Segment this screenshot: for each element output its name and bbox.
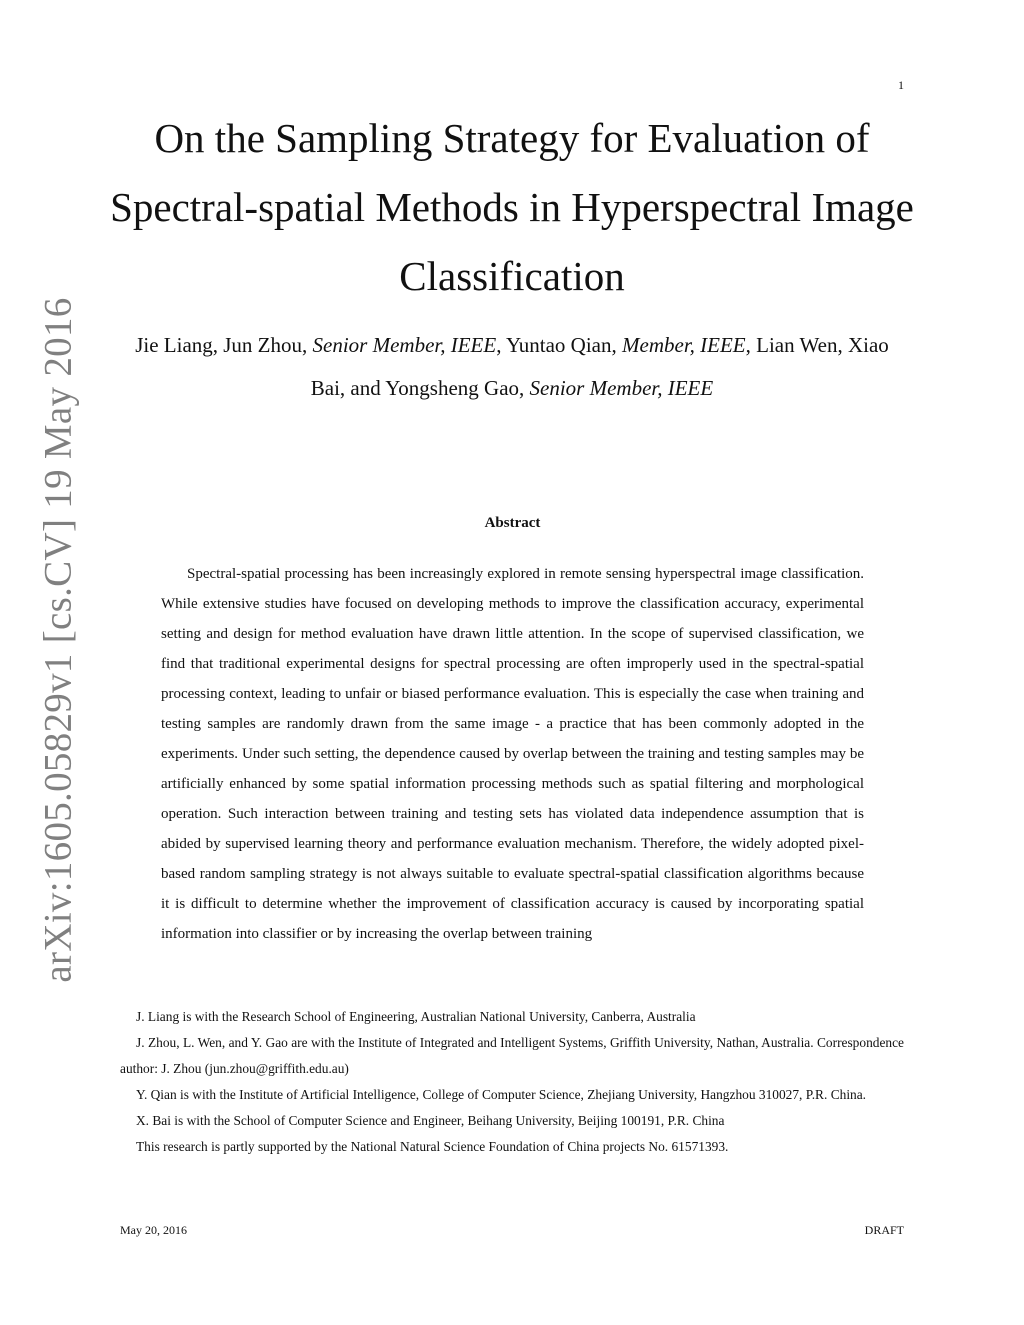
author-names-3: , Lian Wen, Xiao Bai, and Yongsheng Gao, [310,333,889,400]
footnote-bai: X. Bai is with the School of Computer Science and Engineer, Beihang University, Beijing 100191, P.R. China [136,1113,725,1128]
author-role-1: Senior Member, IEEE [312,333,497,357]
footnote-zhou-wen-gao: J. Zhou, L. Wen, and Y. Gao are with the Institute of Integrated and Intelligent Systems, Griffith University, Nathan, Australia. Correspondence author: J. Zhou (jun.zhou@griffith.edu.au) [120,1035,904,1076]
author-list [120,324,904,410]
arxiv-identifier[interactable]: arXiv:1605.05829v1 [cs.CV] 19 May 2016 [36,297,80,983]
footer-draft-label: DRAFT [864,1223,904,1237]
author-role-3: Senior Member, IEEE [529,376,714,400]
author-names-2: , Yuntao Qian, [496,333,623,357]
abstract-body: Spectral-spatial processing has been increasingly explored in remote sensing hyperspectral image classification. While extensive studies have focused on developing methods to improve the classification accuracy, experimental setting and design for method evaluation have drawn little attention. In the scope of supervised classification, we find that traditional experimental designs for spectral processing are often improperly used in the spectral-spatial processing context, leading to unfair or biased performance evaluation. This is especially the case when training and testing samples are randomly drawn from the same image - a practice that has been commonly adopted in the experiments. Under such setting, the dependence caused by overlap between the training and testing samples may be artificially enhanced by some spatial information processing methods such as spatial filtering and morphological operation. Such interaction between training and testing sets has violated data independence assumption that is abided by supervised learning theory and performance evaluation mechanism. Therefore, the widely adopted pixel-based random sampling strategy is not always suitable to evaluate spectral-spatial classification algorithms because it is difficult to determine whether the improvement of classification accuracy is caused by incorporating spatial information into classifier or by increasing the overlap between training [161,566,864,942]
paper-title: On the Sampling Strategy for Evaluation of Spectral-spatial Methods in Hyperspectral Image Classification [110,115,914,299]
page-number: 1 [898,78,904,92]
author-role-2: Member, IEEE [622,333,746,357]
footnote-liang: J. Liang is with the Research School of Engineering, Australian National University, Canberra, Australia [136,1009,696,1024]
abstract-heading: Abstract [484,515,541,531]
author-names-1: Jie Liang, Jun Zhou, [135,333,313,357]
footnote-qian: Y. Qian is with the Institute of Artificial Intelligence, College of Computer Science, Zhejiang University, Hangzhou 310027, P.R. China. [136,1087,867,1102]
footnote-funding: This research is partly supported by the National Natural Science Foundation of China projects No. 61571393. [136,1139,729,1154]
footnotes [120,1004,904,1160]
footer-date: May 20, 2016 [120,1223,187,1237]
